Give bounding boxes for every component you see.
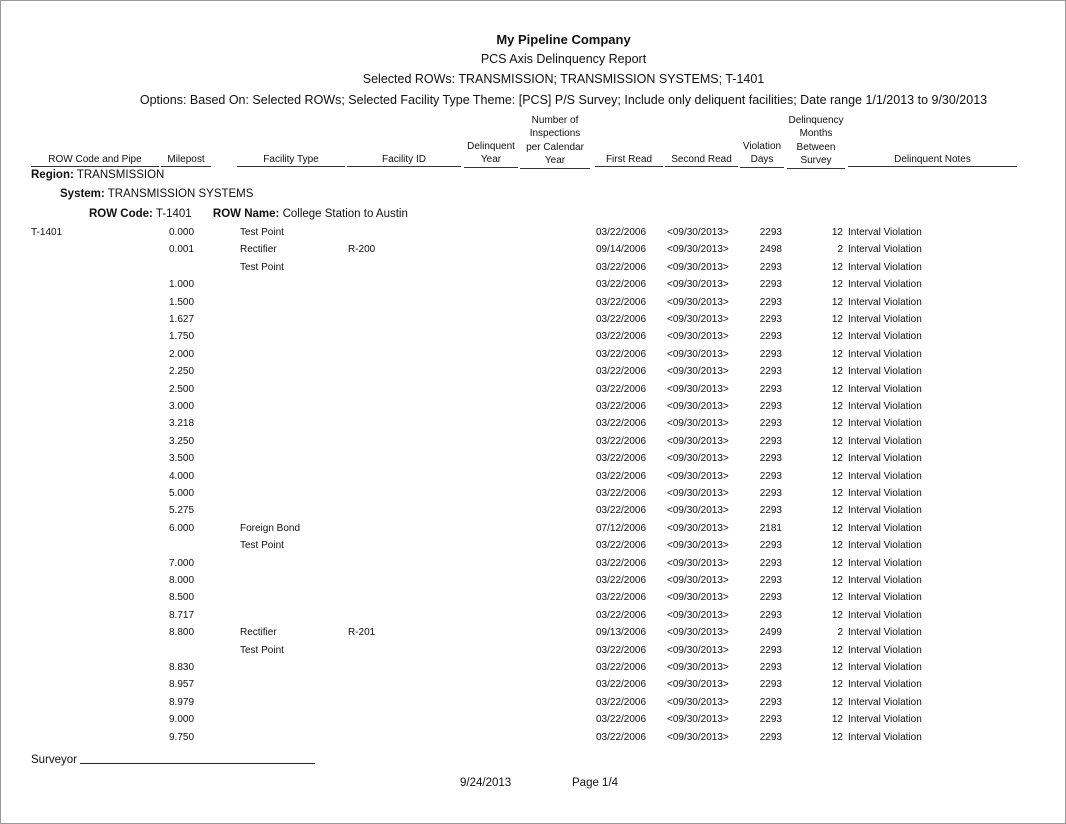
violation-days-cell: 2293 bbox=[759, 609, 782, 621]
second-read-cell: <09/30/2013> bbox=[667, 453, 729, 465]
table-row bbox=[1, 660, 1065, 677]
table-row bbox=[1, 521, 1065, 538]
delinquency-months-cell: 12 bbox=[831, 696, 843, 708]
delinquent-notes-cell: Interval Violation bbox=[848, 540, 922, 552]
first-read-cell: 09/14/2006 bbox=[596, 244, 647, 256]
delinquent-notes-cell: Interval Violation bbox=[848, 696, 922, 708]
table-row bbox=[1, 329, 1065, 346]
delinquent-notes-cell: Interval Violation bbox=[848, 644, 922, 656]
violation-days-cell: 2293 bbox=[759, 418, 782, 430]
milepost-cell: 5.275 bbox=[169, 505, 195, 517]
second-read-cell: <09/30/2013> bbox=[667, 557, 729, 569]
first-read-cell: 03/22/2006 bbox=[596, 731, 647, 743]
violation-days-cell: 2293 bbox=[759, 488, 782, 499]
milepost-cell: 4.000 bbox=[169, 470, 195, 482]
row-name-label: ROW Name: bbox=[212, 208, 280, 220]
signature-line bbox=[80, 763, 315, 764]
violation-days-cell: 2293 bbox=[759, 314, 782, 325]
milepost-cell: 8.800 bbox=[169, 627, 195, 639]
delinquency-months-cell: 12 bbox=[831, 296, 843, 308]
milepost-cell: 0.000 bbox=[169, 227, 195, 238]
delinquent-notes-cell: Interval Violation bbox=[848, 731, 922, 743]
row-code-label: ROW Code: bbox=[89, 208, 153, 220]
col-header-row-code: ROW Code and Pipe bbox=[31, 153, 159, 167]
first-read-cell: 03/22/2006 bbox=[596, 227, 647, 238]
delinquent-notes-cell: Interval Violation bbox=[848, 401, 922, 412]
second-read-cell: <09/30/2013> bbox=[667, 383, 729, 395]
violation-days-cell: 2293 bbox=[759, 296, 782, 308]
first-read-cell: 03/22/2006 bbox=[596, 383, 647, 395]
second-read-cell: <09/30/2013> bbox=[667, 662, 729, 673]
second-read-cell: <09/30/2013> bbox=[667, 731, 729, 743]
report-title: PCS Axis Delinquency Report bbox=[480, 52, 647, 66]
violation-days-cell: 2293 bbox=[759, 261, 782, 273]
delinquent-notes-cell: Interval Violation bbox=[848, 470, 922, 482]
first-read-cell: 03/22/2006 bbox=[596, 348, 647, 360]
delinquency-months-cell: 12 bbox=[831, 592, 843, 604]
delinquency-months-cell: 12 bbox=[831, 731, 843, 743]
table-row bbox=[1, 730, 1065, 747]
system-value: TRANSMISSION SYSTEMS bbox=[107, 188, 254, 200]
company-name: My Pipeline Company bbox=[496, 32, 631, 47]
first-read-cell: 07/12/2006 bbox=[596, 522, 647, 534]
table-row bbox=[1, 295, 1065, 312]
col-header-inspections: Number of Inspections per Calendar Year bbox=[520, 114, 590, 169]
violation-days-cell: 2293 bbox=[759, 592, 782, 604]
milepost-cell: 8.000 bbox=[169, 575, 195, 586]
table-row bbox=[1, 347, 1065, 364]
violation-days-cell: 2293 bbox=[759, 696, 782, 708]
delinquent-notes-cell: Interval Violation bbox=[848, 662, 922, 673]
col-header-notes: Delinquent Notes bbox=[848, 153, 1017, 167]
second-read-cell: <09/30/2013> bbox=[667, 227, 729, 238]
second-read-cell: <09/30/2013> bbox=[667, 505, 729, 517]
delinquency-months-cell: 12 bbox=[831, 383, 843, 395]
second-read-cell: <09/30/2013> bbox=[667, 592, 729, 604]
options-line: Options: Based On: Selected ROWs; Selected Facility Type Theme: [PCS] P/S Survey; Include only deliquent facilities; Date range 1/1/2013 to 9/30/2013 bbox=[139, 93, 988, 107]
violation-days-cell: 2293 bbox=[759, 279, 782, 291]
first-read-cell: 03/22/2006 bbox=[596, 644, 647, 656]
delinquent-notes-cell: Interval Violation bbox=[848, 227, 922, 238]
first-read-cell: 03/22/2006 bbox=[596, 540, 647, 552]
delinquent-notes-cell: Interval Violation bbox=[848, 261, 922, 273]
delinquency-months-cell: 12 bbox=[831, 662, 843, 673]
table-row bbox=[1, 538, 1065, 555]
first-read-cell: 03/22/2006 bbox=[596, 505, 647, 517]
delinquency-months-cell: 12 bbox=[831, 609, 843, 621]
facility-type-cell: Test Point bbox=[240, 644, 284, 656]
second-read-cell: <09/30/2013> bbox=[667, 418, 729, 430]
table-row bbox=[1, 451, 1065, 468]
col-header-delinquency-months: Delinquency Months Between Survey bbox=[787, 114, 845, 169]
delinquent-notes-cell: Interval Violation bbox=[848, 331, 922, 343]
first-read-cell: 03/22/2006 bbox=[596, 575, 647, 586]
first-read-cell: 03/22/2006 bbox=[596, 557, 647, 569]
delinquency-months-cell: 12 bbox=[831, 366, 843, 378]
table-row bbox=[1, 643, 1065, 660]
region-group bbox=[31, 169, 164, 181]
violation-days-cell: 2498 bbox=[759, 244, 782, 256]
violation-days-cell: 2499 bbox=[759, 627, 782, 639]
milepost-cell: 9.000 bbox=[169, 714, 195, 726]
delinquency-months-cell: 12 bbox=[831, 314, 843, 325]
violation-days-cell: 2293 bbox=[759, 227, 782, 238]
milepost-cell: 2.250 bbox=[169, 366, 195, 378]
second-read-cell: <09/30/2013> bbox=[667, 679, 729, 691]
delinquency-months-cell: 12 bbox=[831, 261, 843, 273]
region-label: Region: bbox=[31, 169, 74, 181]
table-row bbox=[1, 416, 1065, 433]
first-read-cell: 03/22/2006 bbox=[596, 488, 647, 499]
delinquent-notes-cell: Interval Violation bbox=[848, 279, 922, 291]
delinquent-notes-cell: Interval Violation bbox=[848, 244, 922, 256]
facility-type-cell: Test Point bbox=[240, 227, 284, 238]
milepost-cell: 1.000 bbox=[169, 279, 195, 291]
milepost-cell: 7.000 bbox=[169, 557, 195, 569]
row-code-value: T-1401 bbox=[155, 208, 192, 220]
second-read-cell: <09/30/2013> bbox=[667, 296, 729, 308]
milepost-cell: 6.000 bbox=[169, 522, 195, 534]
second-read-cell: <09/30/2013> bbox=[667, 244, 729, 256]
first-read-cell: 03/22/2006 bbox=[596, 366, 647, 378]
delinquent-notes-cell: Interval Violation bbox=[848, 522, 922, 534]
delinquency-months-cell: 2 bbox=[837, 244, 843, 256]
second-read-cell: <09/30/2013> bbox=[667, 609, 729, 621]
second-read-cell: <09/30/2013> bbox=[667, 696, 729, 708]
delinquent-notes-cell: Interval Violation bbox=[848, 348, 922, 360]
first-read-cell: 03/22/2006 bbox=[596, 435, 647, 447]
violation-days-cell: 2293 bbox=[759, 453, 782, 465]
row-name-value: College Station to Austin bbox=[282, 208, 408, 220]
violation-days-cell: 2293 bbox=[759, 435, 782, 447]
violation-days-cell: 2293 bbox=[759, 331, 782, 343]
first-read-cell: 03/22/2006 bbox=[596, 662, 647, 673]
second-read-cell: <09/30/2013> bbox=[667, 644, 729, 656]
table-row bbox=[1, 486, 1065, 503]
delinquent-notes-cell: Interval Violation bbox=[848, 366, 922, 378]
violation-days-cell: 2293 bbox=[759, 366, 782, 378]
violation-days-cell: 2293 bbox=[759, 383, 782, 395]
delinquent-notes-cell: Interval Violation bbox=[848, 435, 922, 447]
first-read-cell: 03/22/2006 bbox=[596, 296, 647, 308]
delinquent-notes-cell: Interval Violation bbox=[848, 679, 922, 691]
violation-days-cell: 2293 bbox=[759, 348, 782, 360]
delinquency-months-cell: 12 bbox=[831, 575, 843, 586]
footer-page-number: Page 1/4 bbox=[572, 777, 619, 789]
second-read-cell: <09/30/2013> bbox=[667, 627, 729, 639]
delinquent-notes-cell: Interval Violation bbox=[848, 609, 922, 621]
violation-days-cell: 2293 bbox=[759, 557, 782, 569]
milepost-cell: 8.957 bbox=[169, 679, 195, 691]
first-read-cell: 03/22/2006 bbox=[596, 279, 647, 291]
system-label: System: bbox=[60, 188, 105, 200]
delinquency-months-cell: 12 bbox=[831, 714, 843, 726]
first-read-cell: 03/22/2006 bbox=[596, 261, 647, 273]
system-group bbox=[60, 188, 253, 200]
violation-days-cell: 2293 bbox=[759, 505, 782, 517]
first-read-cell: 03/22/2006 bbox=[596, 418, 647, 430]
facility-id-cell: R-200 bbox=[348, 244, 376, 256]
violation-days-cell: 2293 bbox=[759, 662, 782, 673]
second-read-cell: <09/30/2013> bbox=[667, 366, 729, 378]
delinquency-months-cell: 12 bbox=[831, 348, 843, 360]
delinquency-months-cell: 12 bbox=[831, 331, 843, 343]
milepost-cell: 3.250 bbox=[169, 435, 195, 447]
table-row bbox=[1, 382, 1065, 399]
milepost-cell: 1.750 bbox=[169, 331, 195, 343]
delinquent-notes-cell: Interval Violation bbox=[848, 488, 922, 499]
delinquent-notes-cell: Interval Violation bbox=[848, 714, 922, 726]
delinquent-notes-cell: Interval Violation bbox=[848, 418, 922, 430]
table-row bbox=[1, 590, 1065, 607]
delinquent-notes-cell: Interval Violation bbox=[848, 453, 922, 465]
second-read-cell: <09/30/2013> bbox=[667, 714, 729, 726]
region-value: TRANSMISSION bbox=[76, 169, 165, 181]
second-read-cell: <09/30/2013> bbox=[667, 575, 729, 586]
first-read-cell: 03/22/2006 bbox=[596, 314, 647, 325]
delinquency-months-cell: 12 bbox=[831, 227, 843, 238]
second-read-cell: <09/30/2013> bbox=[667, 348, 729, 360]
milepost-cell: 3.500 bbox=[169, 453, 195, 465]
delinquent-notes-cell: Interval Violation bbox=[848, 592, 922, 604]
col-header-second-read: Second Read bbox=[665, 153, 738, 167]
col-header-milepost: Milepost bbox=[161, 153, 211, 167]
second-read-cell: <09/30/2013> bbox=[667, 331, 729, 343]
first-read-cell: 03/22/2006 bbox=[596, 401, 647, 412]
delinquency-months-cell: 12 bbox=[831, 557, 843, 569]
table-row bbox=[1, 556, 1065, 573]
milepost-cell: 8.500 bbox=[169, 592, 195, 604]
table-row bbox=[1, 573, 1065, 590]
delinquency-months-cell: 12 bbox=[831, 505, 843, 517]
table-row bbox=[1, 469, 1065, 486]
first-read-cell: 03/22/2006 bbox=[596, 696, 647, 708]
table-row bbox=[1, 608, 1065, 625]
row-code-cell: T-1401 bbox=[31, 227, 63, 238]
milepost-cell: 9.750 bbox=[169, 731, 195, 743]
second-read-cell: <09/30/2013> bbox=[667, 488, 729, 499]
col-header-facility-id: Facility ID bbox=[347, 153, 461, 167]
second-read-cell: <09/30/2013> bbox=[667, 279, 729, 291]
milepost-cell: 8.717 bbox=[169, 609, 195, 621]
violation-days-cell: 2293 bbox=[759, 470, 782, 482]
milepost-cell: 3.000 bbox=[169, 401, 195, 412]
violation-days-cell: 2293 bbox=[759, 401, 782, 412]
table-row bbox=[1, 695, 1065, 712]
delinquent-notes-cell: Interval Violation bbox=[848, 575, 922, 586]
delinquency-months-cell: 12 bbox=[831, 679, 843, 691]
table-row bbox=[1, 364, 1065, 381]
row-code-group bbox=[89, 208, 408, 220]
milepost-cell: 8.830 bbox=[169, 662, 195, 673]
first-read-cell: 03/22/2006 bbox=[596, 679, 647, 691]
delinquency-months-cell: 12 bbox=[831, 540, 843, 552]
violation-days-cell: 2293 bbox=[759, 714, 782, 726]
col-header-first-read: First Read bbox=[595, 153, 663, 167]
delinquent-notes-cell: Interval Violation bbox=[848, 296, 922, 308]
milepost-cell: 0.001 bbox=[169, 244, 195, 256]
facility-id-cell: R-201 bbox=[348, 627, 376, 639]
delinquency-months-cell: 12 bbox=[831, 488, 843, 499]
delinquent-notes-cell: Interval Violation bbox=[848, 557, 922, 569]
first-read-cell: 03/22/2006 bbox=[596, 470, 647, 482]
surveyor-label: Surveyor bbox=[31, 754, 78, 766]
violation-days-cell: 2293 bbox=[759, 644, 782, 656]
table-row bbox=[1, 277, 1065, 294]
violation-days-cell: 2181 bbox=[759, 522, 782, 534]
table-row bbox=[1, 242, 1065, 259]
selected-rows-line: Selected ROWs: TRANSMISSION; TRANSMISSION SYSTEMS; T-1401 bbox=[362, 72, 765, 86]
delinquency-months-cell: 12 bbox=[831, 453, 843, 465]
col-header-facility-type: Facility Type bbox=[237, 153, 345, 167]
first-read-cell: 03/22/2006 bbox=[596, 714, 647, 726]
delinquency-months-cell: 12 bbox=[831, 279, 843, 291]
table-row bbox=[1, 312, 1065, 329]
second-read-cell: <09/30/2013> bbox=[667, 401, 729, 412]
second-read-cell: <09/30/2013> bbox=[667, 470, 729, 482]
violation-days-cell: 2293 bbox=[759, 540, 782, 552]
table-row bbox=[1, 625, 1065, 642]
second-read-cell: <09/30/2013> bbox=[667, 522, 729, 534]
delinquency-months-cell: 12 bbox=[831, 644, 843, 656]
surveyor-signature bbox=[31, 754, 315, 766]
first-read-cell: 03/22/2006 bbox=[596, 453, 647, 465]
delinquency-months-cell: 2 bbox=[837, 627, 843, 639]
milepost-cell: 8.979 bbox=[169, 696, 195, 708]
delinquent-notes-cell: Interval Violation bbox=[848, 383, 922, 395]
delinquent-notes-cell: Interval Violation bbox=[848, 314, 922, 325]
delinquent-notes-cell: Interval Violation bbox=[848, 627, 922, 639]
first-read-cell: 03/22/2006 bbox=[596, 592, 647, 604]
delinquent-notes-cell: Interval Violation bbox=[848, 505, 922, 517]
delinquency-months-cell: 12 bbox=[831, 435, 843, 447]
second-read-cell: <09/30/2013> bbox=[667, 314, 729, 325]
delinquency-months-cell: 12 bbox=[831, 418, 843, 430]
delinquency-months-cell: 12 bbox=[831, 522, 843, 534]
col-header-delinquent-year: Delinquent Year bbox=[464, 140, 518, 168]
first-read-cell: 09/13/2006 bbox=[596, 627, 647, 639]
delinquency-months-cell: 12 bbox=[831, 401, 843, 412]
table-row bbox=[1, 677, 1065, 694]
milepost-cell: 1.627 bbox=[169, 314, 195, 325]
table-row bbox=[1, 225, 1065, 242]
table-row bbox=[1, 503, 1065, 520]
facility-type-cell: Rectifier bbox=[240, 627, 277, 639]
table-row bbox=[1, 712, 1065, 729]
table-row bbox=[1, 434, 1065, 451]
milepost-cell: 5.000 bbox=[169, 488, 195, 499]
facility-type-cell: Test Point bbox=[240, 261, 284, 273]
second-read-cell: <09/30/2013> bbox=[667, 435, 729, 447]
table-row bbox=[1, 260, 1065, 277]
milepost-cell: 2.000 bbox=[169, 348, 195, 360]
violation-days-cell: 2293 bbox=[759, 731, 782, 743]
first-read-cell: 03/22/2006 bbox=[596, 331, 647, 343]
violation-days-cell: 2293 bbox=[759, 679, 782, 691]
facility-type-cell: Foreign Bond bbox=[240, 522, 301, 534]
milepost-cell: 3.218 bbox=[169, 418, 195, 430]
facility-type-cell: Test Point bbox=[240, 540, 284, 552]
col-header-violation-days: Violation Days bbox=[740, 140, 784, 168]
second-read-cell: <09/30/2013> bbox=[667, 540, 729, 552]
second-read-cell: <09/30/2013> bbox=[667, 261, 729, 273]
violation-days-cell: 2293 bbox=[759, 575, 782, 586]
milepost-cell: 2.500 bbox=[169, 383, 195, 395]
footer-date: 9/24/2013 bbox=[460, 777, 512, 789]
first-read-cell: 03/22/2006 bbox=[596, 609, 647, 621]
facility-type-cell: Rectifier bbox=[240, 244, 277, 256]
delinquency-months-cell: 12 bbox=[831, 470, 843, 482]
milepost-cell: 1.500 bbox=[169, 296, 195, 308]
table-row bbox=[1, 399, 1065, 416]
